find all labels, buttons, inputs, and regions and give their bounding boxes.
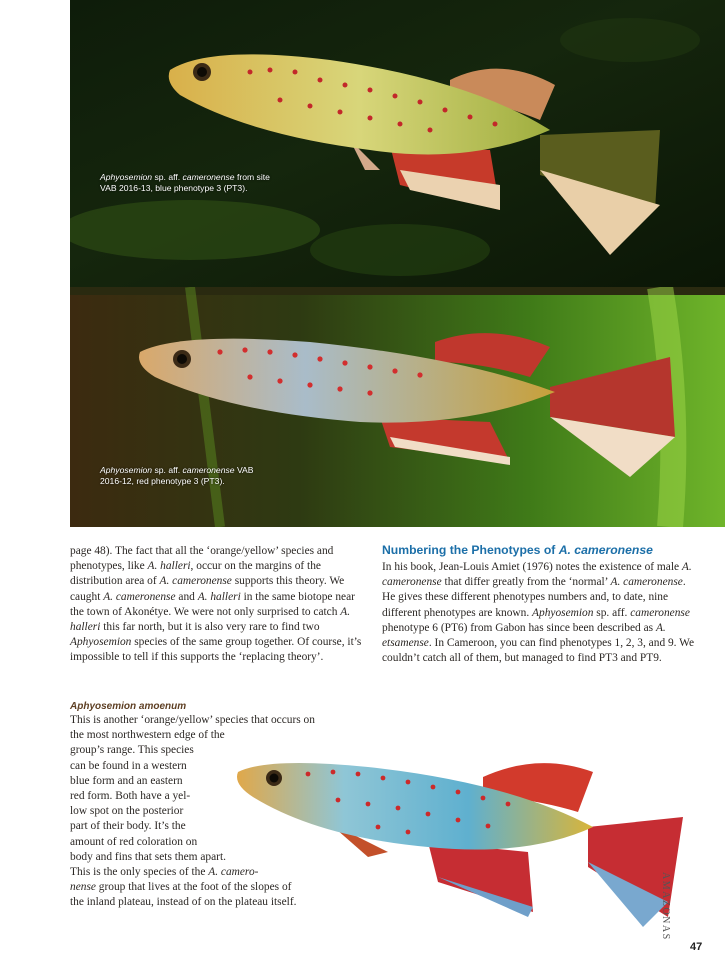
photo-caption-top: Aphyosemion sp. aff. cameronense from site VAB 2016-13, blue phenotype 3 (PT3). [100, 172, 270, 193]
page-number: 47 [690, 941, 703, 953]
subheading-amoenum: Aphyosemion amoenum [70, 701, 187, 712]
left-column-paragraph: page 48). The fact that all the ‘orange/yellow’ species and phenotypes, like A. halleri, occur on the margins of the distribution area of A. cameronense supports this theory. We caught A. cameronense and A. halleri in the same biotope near the town of Akonétye. We were not only surprised to catch A. halleri this far north, but it is also very rare to find two Aphyosemion species of the same group together. Of course, it’s impossible to tell if this supports the ‘replacing theory’. [70, 545, 362, 664]
photo-red-phenotype [70, 287, 725, 527]
right-column-paragraph: In his book, Jean-Louis Amiet (1976) notes the existence of male A. cameronense that differ greatly from the ‘normal’ A. cameronense. He gives these different phenotypes numbers and, to date, nine different phenotypes are known. Aphyosemion sp. aff. cameronense phenotype 6 (PT6) from Gabon has since been described as A. etsamense. In Cameroon, you can find phenotypes 1, 2, 3, and 9. We couldn’t catch all of them, but managed to find PT3 and PT9. [382, 561, 695, 665]
photo-amoenum-fish [228, 742, 696, 934]
right-column [382, 543, 697, 666]
photo-caption-middle: Aphyosemion sp. aff. cameronense VAB 2016-12, red phenotype 3 (PT3). [100, 465, 254, 486]
amoenum-paragraph: This is another ‘orange/yellow’ species that occurs on the most northwestern edge of the group’s range. This species can be found in a western blue form and an eastern red form. Both have a yel- low spot on the posterior part of their body. It’s the amount of red coloration on body and fins that sets them apart. This is the only species of the A. camero- nense group that lives at the foot of the slopes of the inland plateau, instead of on the plateau itself. [70, 714, 315, 909]
photo-blue-phenotype [70, 0, 725, 287]
magazine-watermark: AMAZONAS [660, 872, 671, 941]
section-title: Numbering the Phenotypes of A. cameronense [382, 543, 653, 557]
